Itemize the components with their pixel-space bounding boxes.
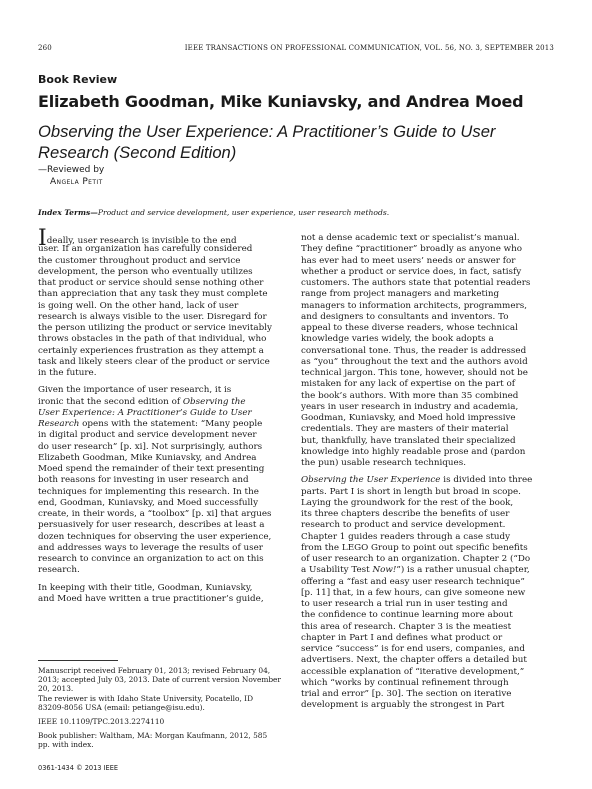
body-line: and addresses ways to leverage the results of user	[38, 542, 263, 553]
body-line: Laying the groundwork for the rest of the book,	[301, 497, 514, 508]
body-line: to user research a trial run in user testing and	[301, 599, 508, 609]
body-line: credentials. They are masters of their material	[301, 424, 509, 435]
body-line: Elizabeth Goodman, Mike Kuniavsky, and Andrea	[38, 452, 257, 463]
doi-line: IEEE 10.1109/TPC.2013.2274110	[38, 717, 165, 726]
index-terms-label: Index Terms—	[38, 208, 98, 217]
body-line: [p. 11] that, in a few hours, can give someone new	[301, 587, 526, 598]
body-text: opens with the statement: “Many people	[79, 419, 263, 429]
body-line: the confidence to continue learning more about	[301, 610, 513, 621]
body-line: offering a “fast and easy user research technique”	[301, 576, 525, 587]
body-line: trial and error” [p. 30]. The section on iterative	[301, 689, 512, 699]
body-line: Chapter 1 guides readers through a case study	[301, 531, 511, 542]
drop-cap: I	[38, 226, 47, 251]
reviewed-by-label: —Reviewed by	[38, 165, 105, 175]
body-line: create, in their words, a “toolbox” [p. xi] that argues	[38, 509, 272, 519]
body-line: They define “practitioner” broadly as anyone who	[301, 244, 523, 255]
body-line: the customer throughout product and service	[38, 255, 241, 266]
body-line: knowledge into highly readable prose and (pardon	[301, 446, 526, 457]
body-line: chapter in Part I and defines what product or	[301, 632, 503, 643]
body-line: this area of research. Chapter 3 is the meatiest	[301, 621, 512, 632]
body-line	[38, 397, 288, 408]
body-line: accessible explanation of “iterative development,”	[301, 666, 525, 677]
body-line: research to convince an organization to act on this	[38, 554, 264, 564]
body-line: has ever had to meet users’ needs or answer for	[301, 255, 516, 266]
reviewer-name: Angela Petit	[50, 177, 103, 187]
body-line: development, the person who eventually utilizes	[38, 266, 253, 277]
book-title-ref: Observing the User Experience	[301, 475, 441, 486]
body-line: knowledge varies widely, the book adopts a	[301, 334, 494, 345]
body-line: years in user research in industry and academia,	[301, 401, 519, 412]
footnote-line: 20, 2013.	[38, 684, 74, 694]
body-line: research to product and service development.	[301, 520, 506, 531]
body-text: ironic that the second edition of	[38, 396, 183, 407]
book-title-line: Observing the User Experience: A Practitioner’s Guide to User	[38, 122, 496, 141]
body-line: mistaken for any lack of expertise on the part of	[301, 379, 515, 390]
book-publisher-note	[38, 731, 267, 749]
index-terms-text: Product and service development, user experience, user research methods.	[97, 208, 390, 217]
body-line: appeal to these diverse readers, whose technical	[301, 323, 518, 333]
body-line: which “works by continual refinement through	[301, 677, 509, 688]
body-line: that product or service should sense nothing other	[38, 278, 264, 288]
body-line: user. If an organization has carefully considered	[38, 244, 253, 255]
body-line: Moed spend the remainder of their text presenting	[38, 464, 265, 474]
page-number: 260	[38, 44, 52, 52]
body-line: customers. The authors state that potential readers	[301, 278, 531, 288]
footnote-line: 2013; accepted July 03, 2013. Date of current version November	[38, 675, 281, 685]
footnote-block	[38, 666, 281, 712]
body-line: certainly experiences frustration as they attempt a	[38, 345, 264, 356]
body-line: and Moed have written a true practitioner’s guide,	[38, 593, 264, 604]
footnote-line: Manuscript received February 01, 2013; revised February 04,	[38, 666, 271, 675]
body-text: ”) is a rather unusual chapter,	[396, 565, 530, 576]
book-title-ref: Research	[38, 419, 80, 429]
book-title-line: Research (Second Edition)	[38, 143, 237, 162]
body-line: of user research to an organization. Chapter 2 (“Do	[301, 554, 531, 564]
body-line: conversational tone. Thus, the reader is addressed	[301, 345, 527, 356]
section-label: Book Review	[38, 73, 118, 86]
body-line: is going well. On the other hand, lack of user	[38, 300, 239, 311]
book-title	[38, 121, 568, 163]
body-line: Given the importance of user research, it is	[38, 385, 232, 396]
body-line: In keeping with their title, Goodman, Kuniavsky,	[38, 582, 253, 593]
body-text: deally, user research is invisible to the end	[46, 236, 237, 246]
body-line: in digital product and service development never	[38, 430, 257, 441]
body-line: techniques for implementing this research. In the	[38, 486, 259, 497]
body-line: managers to information architects, programmers,	[301, 300, 527, 311]
body-line	[301, 475, 559, 486]
footnote-line: pp. with index.	[38, 740, 94, 750]
left-column	[38, 226, 288, 605]
footnote-line: 83209-8056 USA (email: petiange@isu.edu).	[38, 702, 205, 712]
index-terms	[38, 208, 389, 217]
body-line: research is always visible to the user. Disregard for	[38, 311, 267, 322]
body-line: parts. Part I is short in length but broad in scope.	[301, 486, 521, 497]
body-line: both reasons for investing in user research and	[38, 475, 249, 486]
emphasis-text: Now!	[372, 565, 397, 576]
footnote-rule	[38, 660, 118, 661]
body-line: its three chapters describe the benefits of user	[301, 509, 510, 519]
footnote-line: The reviewer is with Idaho State University, Pocatello, ID	[38, 693, 254, 703]
body-line: whether a product or service does, in fact, satisfy	[301, 266, 522, 277]
right-column	[301, 233, 559, 712]
body-line: from the LEGO Group to point out specific benefits	[301, 542, 528, 553]
running-head: IEEE TRANSACTIONS ON PROFESSIONAL COMMUNICATION, VOL. 56, NO. 3, SEPTEMBER 2013	[184, 44, 554, 52]
body-line: the pun) usable research techniques.	[301, 458, 466, 468]
body-line	[38, 419, 288, 430]
book-title-ref: User Experience: A Practitioner’s Guide to User	[38, 407, 252, 418]
body-line: Goodman, Kuniavsky, and Moed hold impressive	[301, 413, 516, 423]
body-line: throws obstacles in the path of that individual, who	[38, 334, 267, 345]
body-line: service “success” is for end users, companies, and	[301, 644, 525, 654]
body-text: a Usability Test	[301, 565, 373, 576]
footnote-line: Book publisher: Waltham, MA: Morgan Kaufmann, 2012, 585	[38, 731, 268, 740]
body-line: not a dense academic text or specialist’s manual.	[301, 233, 520, 243]
body-line: in the future.	[38, 368, 97, 378]
body-line: do user research” [p. xi]. Not surprisingly, authors	[38, 441, 263, 452]
body-line: than appreciation that any task they must complete	[38, 289, 268, 300]
book-authors: Elizabeth Goodman, Mike Kuniavsky, and Andrea Moed	[38, 92, 524, 111]
body-line: the person utilizing the product or service inevitably	[38, 323, 272, 333]
copyright-line: 0361-1434 © 2013 IEEE	[38, 764, 119, 772]
body-line: range from project managers and marketing	[301, 289, 500, 300]
body-line	[301, 565, 559, 576]
body-line: research.	[38, 565, 80, 576]
body-line: and designers to consultants and inventors. To	[301, 311, 509, 322]
body-line: dozen techniques for observing the user experience,	[38, 531, 272, 542]
book-title-ref: Observing the	[182, 396, 246, 407]
body-line: as “you” throughout the text and the authors avoid	[301, 356, 528, 367]
body-line: technical jargon. This tone, however, should not be	[301, 368, 528, 378]
body-line: the book’s authors. With more than 35 combined	[301, 390, 519, 401]
body-line: task and likely steers clear of the product or service	[38, 356, 270, 367]
body-line: end, Goodman, Kuniavsky, and Moed successfully	[38, 497, 259, 508]
body-line: but, thankfully, have translated their specialized	[301, 435, 516, 446]
body-line: development is arguably the strongest in Part	[301, 700, 505, 711]
body-line: persuasively for user research, describes at least a	[38, 520, 265, 531]
body-text: is divided into three	[440, 475, 533, 486]
body-line: advertisers. Next, the chapter offers a detailed but	[301, 655, 527, 666]
